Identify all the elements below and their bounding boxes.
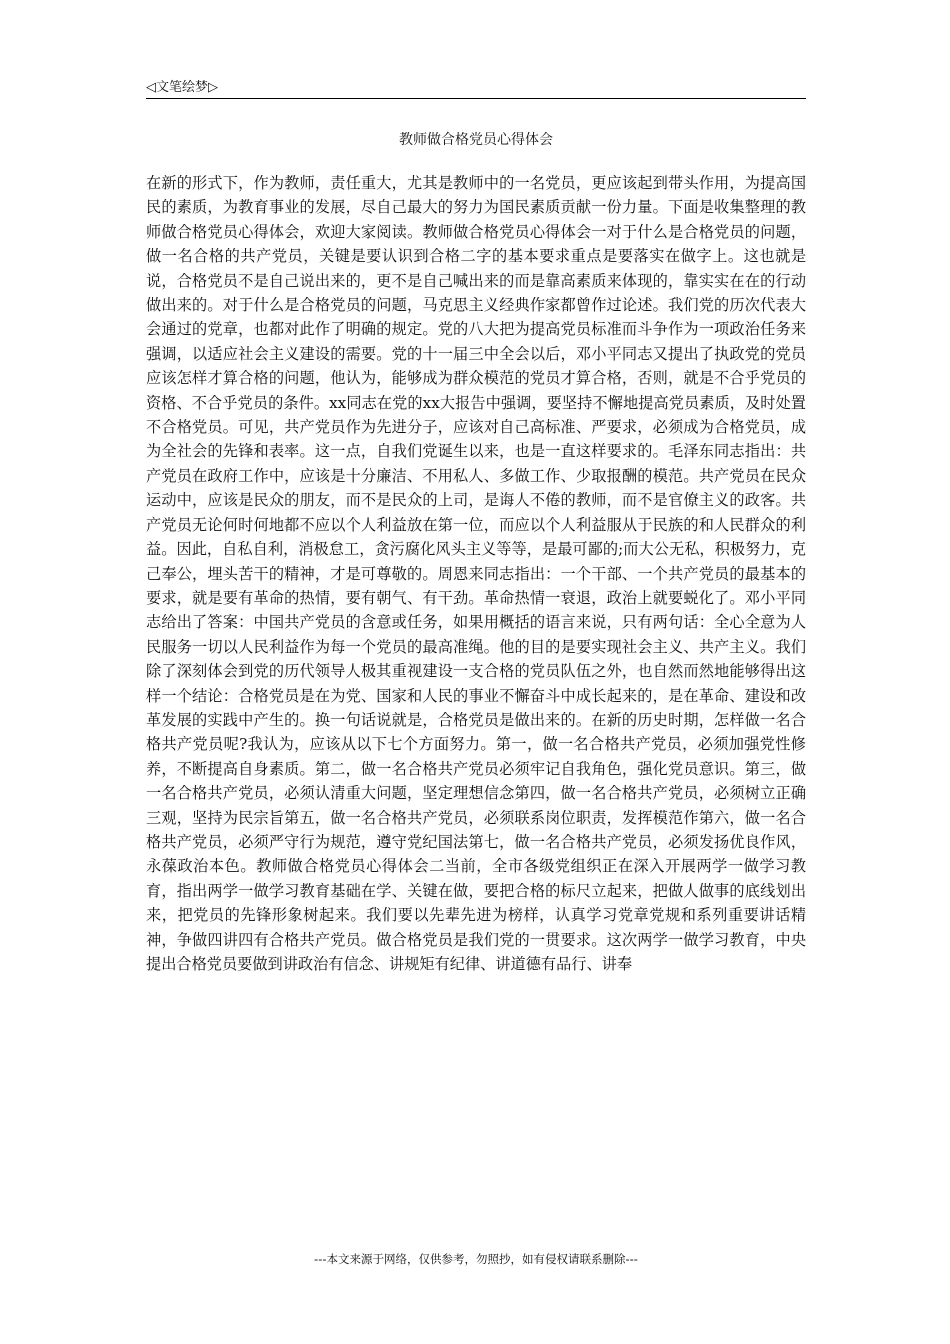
header-logo-text: ◁文笔绘梦▷ <box>146 80 218 95</box>
document-body: 在新的形式下，作为教师，责任重大，尤其是教师中的一名党员，更应该起到带头作用，为提高国民的素质，为教育事业的发展，尽自己最大的努力为国民素质贡献一份力量。下面是收集整理的教师做合格党员心得体会，欢迎大家阅读。教师做合格党员心得体会一对于什么是合格党员的问题，做一名合格的共产党员，关键是要认识到合格二字的基本要求重点是要落实在做字上。这也就是说，合格党员不是自己说出来的，更不是自己喊出来的而是靠高素质来体现的，靠实实在在的行动做出来的。对于什么是合格党员的问题，马克思主义经典作家都曾作过论述。我们党的历次代表大会通过的党章，也都对此作了明确的规定。党的八大把为提高党员标准而斗争作为一项政治任务来强调，以适应社会主义建设的需要。党的十一届三中全会以后，邓小平同志又提出了执政党的党员应该怎样才算合格的问题，他认为，能够成为群众模范的党员才算合格，否则，就是不合乎党员的资格、不合乎党员的条件。xx同志在党的xx大报告中强调，要坚持不懈地提高党员素质，及时处置不合格党员。可见，共产党员作为先进分子，应该对自己高标准、严要求，必须成为合格党员，成为全社会的先锋和表率。这一点，自我们党诞生以来，也是一直这样要求的。毛泽东同志指出：共产党员在政府工作中，应该是十分廉洁、不用私人、多做工作、少取报酬的模范。共产党员在民众运动中，应该是民众的朋友，而不是民众的上司，是诲人不倦的教师，而不是官僚主义的政客。共产党员无论何时何地都不应以个人利益放在第一位，而应以个人利益服从于民族的和人民群众的利益。因此，自私自利，消极怠工，贪污腐化风头主义等等，是最可鄙的;而大公无私，积极努力，克己奉公，埋头苦干的精神，才是可尊敬的。周恩来同志指出：一个干部、一个共产党员的最基本的要求，就是要有革命的热情，要有朝气、有干劲。革命热情一衰退，政治上就要蜕化了。邓小平同志给出了答案：中国共产党员的含意或任务，如果用概括的语言来说，只有两句话：全心全意为人民服务一切以人民利益作为每一个党员的最高准绳。他的目的是要实现社会主义、共产主义。我们除了深刻体会到党的历代领导人极其重视建设一支合格的党员队伍之外，也自然而然地能够得出这样一个结论：合格党员是在为党、国家和人民的事业不懈奋斗中成长起来的，是在革命、建设和改革发展的实践中产生的。换一句话说就是，合格党员是做出来的。在新的历史时期，怎样做一名合格共产党员呢?我认为，应该从以下七个方面努力。第一，做一名合格共产党员，必须加强党性修养，不断提高自身素质。第二，做一名合格共产党员必须牢记自我角色，强化党员意识。第三，做一名合格共产党员，必须认清重大问题，坚定理想信念第四，做一名合格共产党员，必须树立正确三观，坚持为民宗旨第五，做一名合格共产党员，必须联系岗位职责，发挥模范作第六，做一名合格共产党员，必须严守行为规范，遵守党纪国法第七，做一名合格共产党员，必须发扬优良作风，永葆政治本色。教师做合格党员心得体会二当前，全市各级党组织正在深入开展两学一做学习教育，指出两学一做学习教育基础在学、关键在做，要把合格的标尺立起来，把做人做事的底线划出来，把党员的先锋形象树起来。我们要以先辈先进为榜样，认真学习党章党规和系列重要讲话精神，争做四讲四有合格共产党员。做合格党员是我们党的一贯要求。这次两学一做学习教育，中央提出合格党员要做到讲政治有信念、讲规矩有纪律、讲道德有品行、讲奉 <box>146 174 806 973</box>
page-header <box>146 74 806 99</box>
document-title: 教师做合格党员心得体会 <box>399 132 553 148</box>
page-footer: ---本文来源于网络，仅供参考，勿照抄，如有侵权请联系删除--- <box>314 1252 638 1266</box>
